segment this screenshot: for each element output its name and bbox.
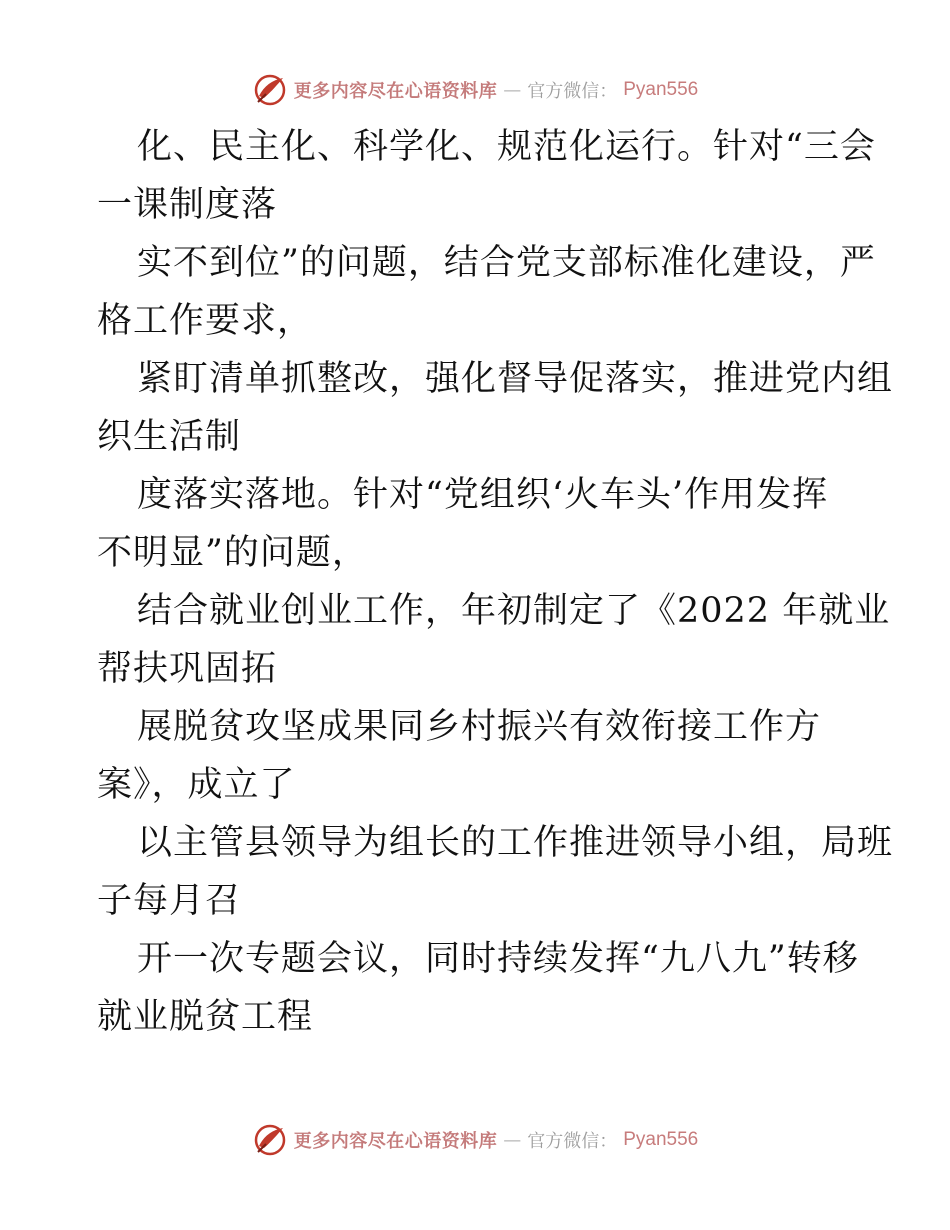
paragraph-line: 子每月召 [97, 881, 242, 921]
header-watermark [0, 70, 950, 110]
watermark-wechat-id: Pyan556 [623, 1129, 699, 1150]
paragraph-line: 格工作要求， [97, 301, 314, 341]
watermark-main-text: 更多内容尽在心语资料库 [293, 81, 498, 102]
paragraph-line: 一课制度落 [97, 185, 278, 225]
paragraph-line: 以主管县领导为组长的工作推进领导小组，局班 [137, 823, 894, 863]
paragraph-line: 就业脱贫工程 [97, 997, 314, 1037]
feather-pen-logo-icon [252, 1122, 288, 1158]
document-body [97, 118, 894, 1046]
paragraph-line: 结合就业创业工作，年初制定了《2022 年就业 [137, 591, 891, 631]
watermark-dash: — [503, 79, 522, 101]
paragraph-line: 不明显”的问题， [97, 533, 368, 573]
watermark-wechat-label: 官方微信： [527, 81, 618, 102]
watermark-wechat-id: Pyan556 [623, 79, 699, 100]
paragraph-line: 紧盯清单抓整改，强化督导促落实，推进党内组 [137, 359, 894, 399]
paragraph-line: 织生活制 [97, 417, 242, 457]
footer-watermark [0, 1120, 950, 1160]
paragraph-line: 帮扶巩固拓 [97, 649, 278, 689]
watermark-wechat-label: 官方微信： [527, 1131, 618, 1152]
watermark-dash: — [503, 1129, 522, 1151]
paragraph-line: 度落实落地。针对“党组织‘火车头’作用发挥 [137, 475, 829, 515]
paragraph-line: 化、民主化、科学化、规范化运行。针对“三会 [137, 127, 876, 167]
paragraph-line: 案》，成立了 [97, 765, 296, 805]
paragraph-line: 开一次专题会议，同时持续发挥“九八九”转移 [137, 939, 859, 979]
feather-pen-logo-icon [252, 72, 288, 108]
paragraph-line: 展脱贫攻坚成果同乡村振兴有效衔接工作方 [137, 707, 822, 747]
watermark-main-text: 更多内容尽在心语资料库 [293, 1131, 498, 1152]
paragraph-line: 实不到位”的问题，结合党支部标准化建设，严 [137, 243, 876, 283]
